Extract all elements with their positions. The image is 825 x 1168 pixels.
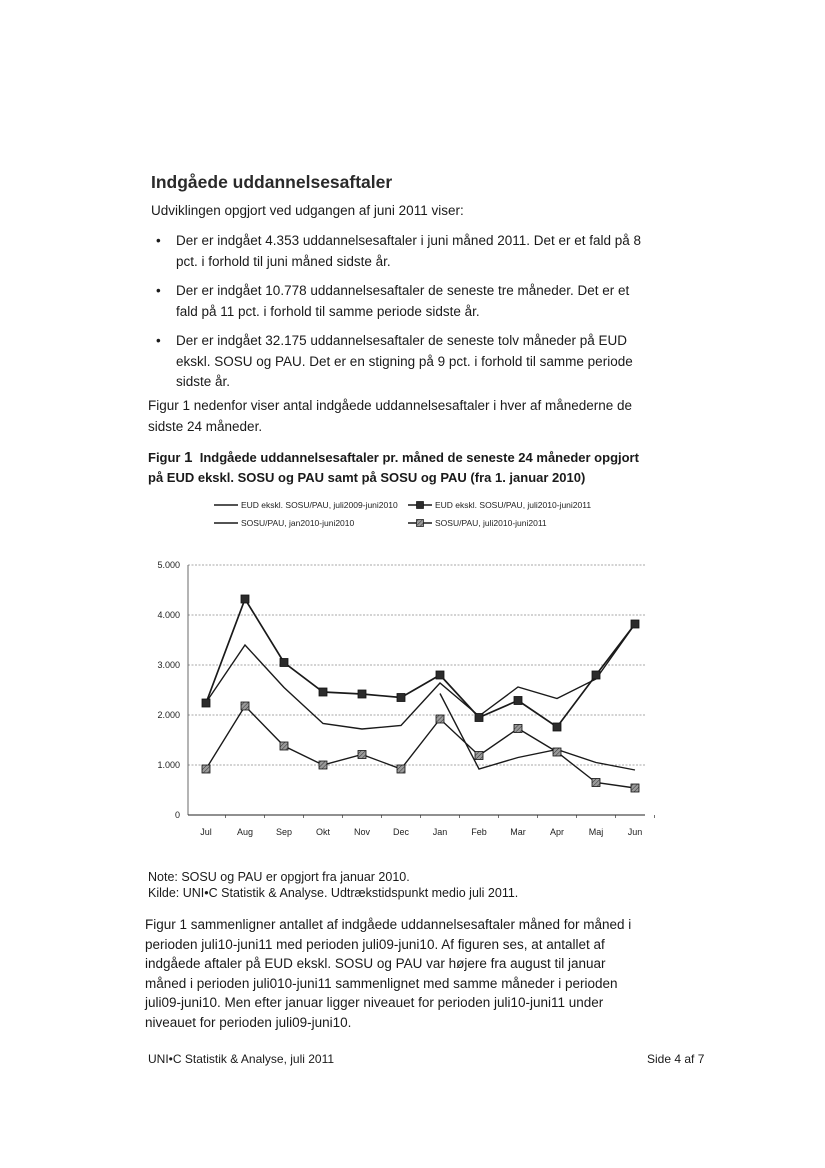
data-point: [514, 697, 522, 705]
data-point: [280, 742, 288, 750]
y-tick-label: 3.000: [157, 660, 180, 670]
data-point: [358, 751, 366, 759]
data-point: [631, 784, 639, 792]
y-tick-label: 2.000: [157, 710, 180, 720]
chart-note: Note: SOSU og PAU er opgjort fra januar 2010. Kilde: UNI•C Statistik & Analyse. Udtrækstidspunkt medio juli 2011.: [148, 870, 519, 900]
data-point: [241, 702, 249, 710]
page-number: Side 4 af 7: [647, 1052, 705, 1066]
data-point: [592, 779, 600, 787]
data-point: [319, 761, 327, 769]
legend-marker: [417, 502, 424, 509]
data-point: [631, 620, 639, 628]
data-point: [280, 659, 288, 667]
x-tick-label: Feb: [471, 827, 487, 837]
data-point: [397, 765, 405, 773]
data-point: [358, 690, 366, 698]
legend-marker: [417, 520, 424, 527]
bullet-item: • Der er indgået 4.353 uddannelsesaftaler i juni måned 2011. Det er et fald på 8 pct. i forhold til juni måned sidste år.: [156, 233, 642, 269]
x-tick-label: Okt: [315, 827, 331, 837]
x-tick-label: Dec: [392, 827, 410, 837]
data-point: [475, 752, 483, 760]
x-tick-label: Mar: [510, 827, 526, 837]
intro-text: Udviklingen opgjort ved udgangen af juni 2011 viser:: [151, 203, 464, 218]
x-tick-label: Sep: [275, 827, 293, 837]
data-point: [319, 688, 327, 696]
series-line: [206, 599, 635, 727]
bullet-item: • Der er indgået 32.175 uddannelsesaftaler de seneste tolv måneder på EUD ekskl. SOSU og PAU. Det er en stigning på 9 pct. i forhold til samme periode sidste år.: [156, 333, 633, 389]
x-tick-label: Maj: [588, 827, 604, 837]
x-tick-label: Nov: [353, 827, 371, 837]
x-tick-label: Aug: [236, 827, 254, 837]
series-line: [206, 706, 635, 788]
figure-caption: Figur 1 Indgåede uddannelsesaftaler pr. måned de seneste 24 måneder opgjort på EUD ekskl. SOSU og PAU samt på SOSU og PAU (fra 1. januar 2010): [148, 449, 639, 485]
data-point: [553, 748, 561, 756]
data-point: [397, 694, 405, 702]
x-tick-label: Apr: [549, 827, 565, 837]
series-line: [440, 694, 635, 771]
y-tick-label: 5.000: [157, 560, 180, 570]
data-point: [592, 671, 600, 679]
data-point: [202, 699, 210, 707]
data-point: [241, 595, 249, 603]
x-tick-label: Jan: [432, 827, 448, 837]
data-point: [202, 765, 210, 773]
data-point: [475, 714, 483, 722]
x-tick-label: Jul: [200, 827, 212, 837]
x-tick-label: Jun: [627, 827, 643, 837]
data-point: [553, 723, 561, 731]
bullet-icon: •: [156, 233, 161, 248]
bullet-item: • Der er indgået 10.778 uddannelsesaftaler de seneste tre måneder. Det er et fald på 11 pct. i forhold til samme periode sidste år.: [156, 283, 630, 319]
section-heading: Indgåede uddannelsesaftaler: [151, 172, 393, 192]
bullet-icon: •: [156, 333, 161, 348]
data-point: [514, 725, 522, 733]
bullet-icon: •: [156, 283, 161, 298]
legend-label: SOSU/PAU, jan2010-juni2010: [241, 518, 355, 528]
data-point: [436, 671, 444, 679]
legend-label: EUD ekskl. SOSU/PAU, juli2009-juni2010: [241, 500, 398, 510]
source-text: Kilde: UNI•C Statistik & Analyse. Udtrækstidspunkt medio juli 2011.: [148, 886, 519, 900]
data-point: [436, 715, 444, 723]
figure-intro: Figur 1 nedenfor viser antal indgåede uddannelsesaftaler i hver af månederne de sidste 24 måneder.: [148, 398, 633, 434]
y-tick-label: 4.000: [157, 610, 180, 620]
y-tick-label: 1.000: [157, 760, 180, 770]
legend-label: SOSU/PAU, juli2010-juni2011: [435, 518, 547, 528]
y-tick-label: 0: [174, 810, 180, 820]
footer-source: UNI•C Statistik & Analyse, juli 2011: [148, 1052, 335, 1066]
legend-label: EUD ekskl. SOSU/PAU, juli2010-juni2011: [435, 500, 592, 510]
conclusion-paragraph: Figur 1 sammenligner antallet af indgåede uddannelsesaftaler måned for måned i perioden juli10-juni11 med perioden juli09-juni10. Af figuren ses, at antallet af indgåede aftaler på EUD ekskl. SOSU og PAU var højere fra august til januar måned i perioden juli010-juni11 sammenlignet med samme måneder i perioden juli09-juni10. Men efter januar ligger niveauet for perioden juli10-juni11 under niveauet for perioden juli09-juni10.: [145, 917, 632, 1030]
